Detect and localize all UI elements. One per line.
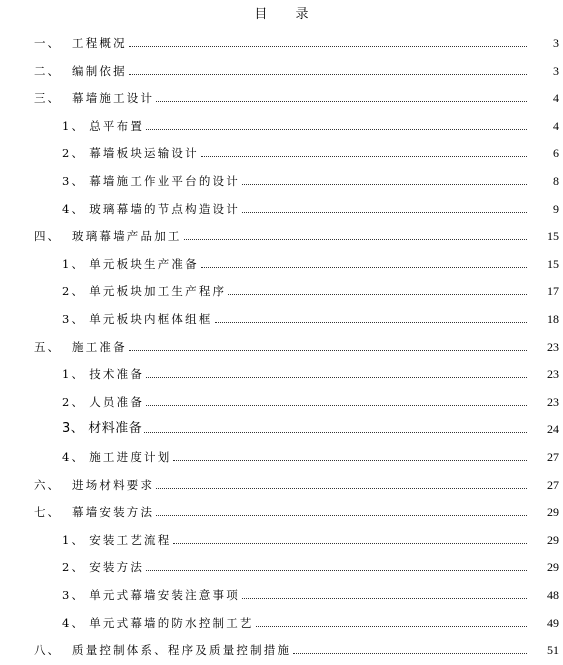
toc-entry[interactable] xyxy=(0,527,563,547)
toc-dot-leader xyxy=(146,404,527,406)
toc-dot-leader xyxy=(173,459,527,461)
toc-entry[interactable] xyxy=(0,30,563,50)
toc-entry-number: 3、 xyxy=(62,421,85,437)
toc-page-number: 24 xyxy=(547,422,559,437)
toc-entry-label xyxy=(62,146,199,160)
toc-dot-leader xyxy=(156,514,527,516)
toc-dot-leader xyxy=(293,652,527,654)
toc-dot-leader xyxy=(242,597,527,599)
toc-entry-label xyxy=(62,616,254,630)
toc-entry[interactable] xyxy=(0,389,563,409)
toc-entry-text: 质量控制体系、程序及质量控制措施 xyxy=(72,643,292,658)
toc-entry-label xyxy=(62,174,240,188)
toc-dot-leader xyxy=(242,211,527,213)
toc-entry-number: 4、 xyxy=(62,201,86,216)
toc-entry-text: 安装工艺流程 xyxy=(89,532,172,547)
toc-entry-text: 玻璃幕墙的节点构造设计 xyxy=(89,201,240,216)
toc-entry-text: 编制依据 xyxy=(72,63,127,78)
toc-entry[interactable] xyxy=(0,140,563,160)
toc-entry-text: 幕墙施工设计 xyxy=(72,91,155,106)
toc-page-number: 23 xyxy=(547,339,559,354)
toc-entry[interactable] xyxy=(0,472,563,492)
toc-entry-text: 幕墙安装方法 xyxy=(72,505,155,520)
toc-entry-text: 施工进度计划 xyxy=(89,450,172,464)
toc-entry[interactable] xyxy=(0,278,563,298)
toc-entry[interactable] xyxy=(0,610,563,630)
toc-entry-text: 进场材料要求 xyxy=(72,477,155,492)
toc-entry[interactable] xyxy=(0,251,563,271)
toc-entry[interactable] xyxy=(0,113,563,133)
toc-page-number: 51 xyxy=(547,643,559,658)
toc-page-number: 29 xyxy=(547,505,559,520)
toc-entry-number: 2、 xyxy=(62,284,86,299)
toc-entry-number: 4、 xyxy=(62,450,86,464)
toc-entry-text: 施工准备 xyxy=(72,339,127,354)
toc-entry-text: 总平布置 xyxy=(89,118,145,133)
toc-entry-number: 七、 xyxy=(34,505,61,520)
toc-entry-label xyxy=(62,422,142,436)
toc-page-number: 15 xyxy=(547,256,559,271)
toc-entry[interactable] xyxy=(0,554,563,574)
toc-page-number: 6 xyxy=(553,146,559,161)
toc-dot-leader xyxy=(228,293,527,295)
toc-entry-number: 二、 xyxy=(34,63,61,78)
toc-entry-number: 4、 xyxy=(62,615,86,630)
toc-entry[interactable] xyxy=(0,637,563,657)
toc-entry-text: 单元板块加工生产程序 xyxy=(89,284,227,299)
toc-entry[interactable] xyxy=(0,85,563,105)
toc-dot-leader xyxy=(146,376,527,378)
toc-entry-number: 四、 xyxy=(34,229,61,244)
toc-page-number: 17 xyxy=(547,284,559,299)
toc-dot-leader xyxy=(201,266,527,268)
toc-entry[interactable] xyxy=(0,361,563,381)
toc-entry-label xyxy=(62,119,144,133)
toc-entry-text: 单元板块生产准备 xyxy=(89,256,199,271)
toc-page-number: 29 xyxy=(547,532,559,547)
toc-page-number: 23 xyxy=(547,367,559,382)
toc-entry-number: 1、 xyxy=(62,367,86,382)
toc-entry[interactable] xyxy=(0,444,563,464)
toc-entry-label xyxy=(62,202,240,216)
toc-entry[interactable] xyxy=(0,582,563,602)
toc-page-number: 15 xyxy=(547,229,559,244)
toc-entry-label xyxy=(34,340,127,354)
toc-entry[interactable] xyxy=(0,306,563,326)
toc-entry-number: 3、 xyxy=(62,588,86,602)
toc-entry-text: 材料准备 xyxy=(88,421,143,437)
toc-dot-leader xyxy=(146,569,527,571)
toc-entry-number: 3、 xyxy=(62,174,86,188)
toc-entry[interactable] xyxy=(0,58,563,78)
toc-entry-number: 3、 xyxy=(62,312,86,326)
toc-entry-number: 六、 xyxy=(34,477,61,492)
toc-entry-text: 技术准备 xyxy=(89,367,145,382)
toc-entry-label xyxy=(62,560,144,574)
toc-entry-label xyxy=(62,450,171,464)
toc-entry-label xyxy=(34,643,291,657)
toc-page-number: 8 xyxy=(553,174,559,188)
toc-dot-leader xyxy=(156,100,527,102)
toc-dot-leader xyxy=(144,431,527,433)
toc-page-number: 23 xyxy=(547,394,559,409)
toc-page-number: 18 xyxy=(547,312,559,326)
toc-dot-leader xyxy=(256,625,527,627)
toc-dot-leader xyxy=(129,349,527,351)
toc-entry-label xyxy=(62,257,199,271)
toc-entry-label xyxy=(62,367,144,381)
toc-entry-text: 工程概况 xyxy=(72,36,127,50)
toc-entry-label xyxy=(34,229,182,243)
toc-entry-text: 人员准备 xyxy=(89,394,145,409)
toc-page-number: 49 xyxy=(547,615,559,630)
toc-entry-text: 安装方法 xyxy=(89,560,145,575)
toc-entry[interactable] xyxy=(0,334,563,354)
toc-entry-number: 2、 xyxy=(62,560,86,575)
toc-dot-leader xyxy=(129,45,527,47)
toc-entry-label xyxy=(62,312,213,326)
toc-dot-leader xyxy=(146,128,527,130)
toc-page-number: 9 xyxy=(553,201,559,216)
toc-entry-number: 三、 xyxy=(34,91,61,106)
toc-entry-label xyxy=(62,284,226,298)
toc-entry-text: 单元式幕墙安装注意事项 xyxy=(89,588,240,602)
toc-page-number: 29 xyxy=(547,560,559,575)
toc-dot-leader xyxy=(201,155,527,157)
toc-page-number: 27 xyxy=(547,477,559,492)
toc-entry-label xyxy=(62,588,240,602)
toc-entry-text: 幕墙施工作业平台的设计 xyxy=(89,174,240,188)
toc-page-number: 4 xyxy=(553,118,559,133)
toc-entry-text: 幕墙板块运输设计 xyxy=(89,146,199,161)
toc-page-number: 4 xyxy=(553,91,559,106)
toc-page-number: 48 xyxy=(547,588,559,602)
toc-entry-label xyxy=(34,36,127,50)
toc-entry-number: 五、 xyxy=(34,339,61,354)
toc-entry-number: 1、 xyxy=(62,532,86,547)
toc-page-number: 3 xyxy=(553,36,559,50)
toc-entry-label xyxy=(34,64,127,78)
toc-entry-label xyxy=(62,533,171,547)
toc-dot-leader xyxy=(184,238,527,240)
toc-page-number: 3 xyxy=(553,63,559,78)
toc-entry-number: 2、 xyxy=(62,394,86,409)
toc-entry-label xyxy=(34,478,154,492)
toc-entry-text: 单元板块内框体组框 xyxy=(89,312,213,326)
toc-dot-leader xyxy=(242,183,527,185)
toc-dot-leader xyxy=(173,542,527,544)
toc-entry-number: 一、 xyxy=(34,36,61,50)
toc-entry-number: 2、 xyxy=(62,146,86,161)
toc-entry[interactable] xyxy=(0,223,563,243)
toc-entry[interactable] xyxy=(0,499,563,519)
toc-entry-label xyxy=(34,505,154,519)
toc-dot-leader xyxy=(129,73,527,75)
toc-entry-label xyxy=(34,91,154,105)
toc-entry[interactable] xyxy=(0,416,563,436)
toc-entry-number: 八、 xyxy=(34,643,61,658)
toc-entry-number: 1、 xyxy=(62,118,86,133)
toc-entry[interactable] xyxy=(0,168,563,188)
toc-entry-text: 玻璃幕墙产品加工 xyxy=(72,229,182,244)
toc-entry-number: 1、 xyxy=(62,256,86,271)
toc-dot-leader xyxy=(215,321,527,323)
toc-dot-leader xyxy=(156,487,527,489)
toc-entry-text: 单元式幕墙的防水控制工艺 xyxy=(89,615,254,630)
toc-entry-label xyxy=(62,395,144,409)
toc-entry[interactable] xyxy=(0,196,563,216)
toc-title: 目 录 xyxy=(254,7,321,22)
toc-page-number: 27 xyxy=(547,450,559,464)
